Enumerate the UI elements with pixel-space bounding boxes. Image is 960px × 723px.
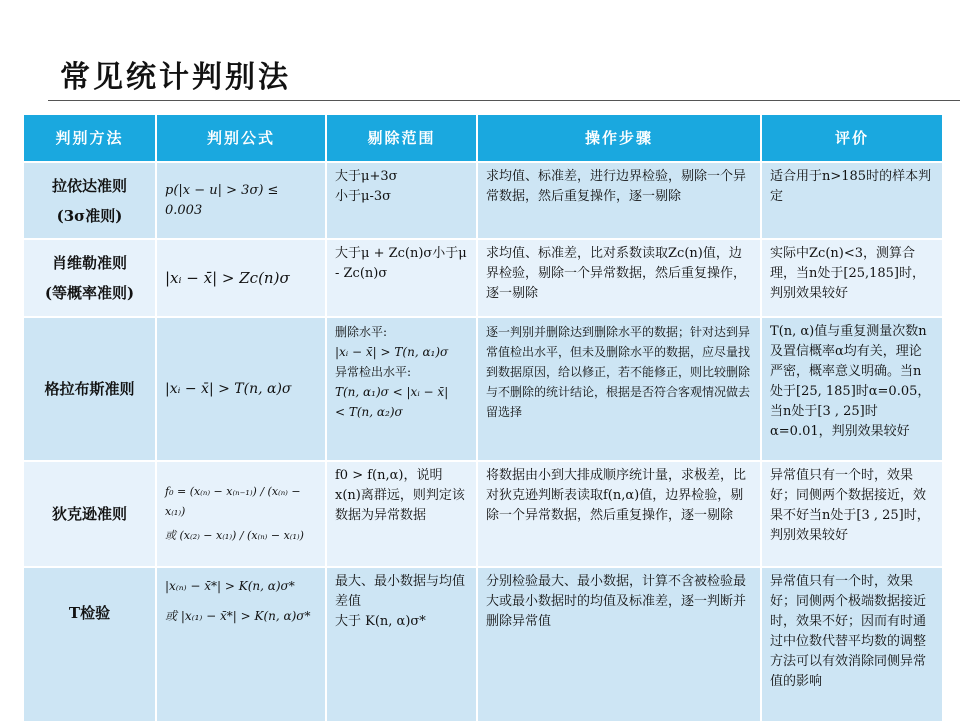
header-formula: 判别公式 [156,114,326,162]
formula [156,317,326,461]
table-row [23,461,943,567]
method-name [23,239,156,317]
method-name-line: (3σ准则) [56,206,123,225]
formula [156,461,326,567]
method-name: T检验 [23,567,156,722]
table-row [23,567,943,722]
evaluation: 异常值只有一个时，效果好；同侧两个数据接近，效果不好当n处于[3 , 25]时，判别效果较好 [761,461,943,567]
formula-line: |xᵢ − x̄| > Zc(n)σ [165,269,290,287]
evaluation: 适合用于n>185时的样本判定 [761,162,943,239]
method-name: 狄克逊准则 [23,461,156,567]
formula-line: 或 (x₍₂₎ − x₍₁₎) / (x₍ₙ₎ − x₍₁₎) [165,529,304,542]
range-line: T(n, α₁)σ < |xᵢ − x̄| [335,385,449,399]
table-header-row [23,114,943,162]
range-line: < T(n, α₂)σ [335,405,403,419]
header-steps: 操作步骤 [477,114,761,162]
page-title: 常见统计判别法 [60,60,291,95]
range [326,567,477,722]
formula-line: f₀ = (x₍ₙ₎ − x₍ₙ₋₁₎) / (x₍ₙ₎ − x₍₁₎) [165,485,301,518]
range-line: 小于μ-3σ [335,189,391,204]
formula [156,162,326,239]
formula-line: |xᵢ − x̄| > T(n, α)σ [165,381,292,397]
method-name: 格拉布斯准则 [23,317,156,461]
range [326,162,477,239]
title-divider [48,100,960,101]
steps: 逐一判别并删除达到删除水平的数据；针对达到异常值检出水平，但未及删除水平的数据，应尽量找到数据原因，给以修正，若不能修正，则比较删除与不删除的统计结论，根据是否符合客观情况做去留选择 [477,317,761,461]
range-line: 最大、最小数据与均值差值 [335,574,466,609]
formula-line: p(|x − u| > 3σ) ≤ 0.003 [165,182,279,218]
header-range: 剔除范围 [326,114,477,162]
method-name [23,162,156,239]
table-row [23,239,943,317]
range-line: |xᵢ − x̄| > T(n, α₁)σ [335,345,449,359]
range-line: 大于μ+3σ [335,169,398,184]
range: 大于μ + Zc(n)σ小于μ - Zc(n)σ [326,239,477,317]
header-evaluation: 评价 [761,114,943,162]
range-line: 删除水平: [335,325,388,339]
header-method: 判别方法 [23,114,156,162]
steps: 求均值、标准差，比对系数读取Zc(n)值，边界检验，剔除一个异常数据，然后重复操作，逐一剔除 [477,239,761,317]
formula [156,567,326,722]
table-row [23,162,943,239]
range-line: 大于 K(n, α)σ* [335,614,426,629]
statistics-methods-table [22,113,944,723]
steps: 求均值、标准差，进行边界检验，剔除一个异常数据，然后重复操作，逐一剔除 [477,162,761,239]
range: f0 > f(n,α)，说明x(n)离群远，则判定该数据为异常数据 [326,461,477,567]
range-line: 异常检出水平: [335,365,412,379]
steps: 分别检验最大、最小数据，计算不含被检验最大或最小数据时的均值及标准差，逐一判断并删除异常值 [477,567,761,722]
method-name-line: 肖维勒准则 [51,254,127,272]
steps: 将数据由小到大排成顺序统计量，求极差，比对狄克逊判断表读取f(n,α)值，边界检验，剔除一个异常数据，然后重复操作，逐一剔除 [477,461,761,567]
formula-line: 或 |x₍₁₎ − x̄*| > K(n, α)σ* [165,609,311,623]
evaluation: T(n, α)值与重复测量次数n及置信概率α均有关，理论严密，概率意义明确。当n处于[25, 185]时α=0.05，当n处于[3 , 25]时α=0.01，判别效果较好 [761,317,943,461]
method-name-line: (等概率准则) [44,284,135,302]
evaluation: 实际中Zc(n)<3，测算合理，当n处于[25,185]时，判别效果较好 [761,239,943,317]
method-name-line: 拉依达准则 [51,176,127,195]
formula [156,239,326,317]
formula-line: |x₍ₙ₎ − x̄*| > K(n, α)σ* [165,579,295,593]
range [326,317,477,461]
table-row [23,317,943,461]
evaluation: 异常值只有一个时，效果好；同侧两个极端数据接近时，效果不好；因而有时通过中位数代替平均数的调整方法可以有效消除同侧异常值的影响 [761,567,943,722]
